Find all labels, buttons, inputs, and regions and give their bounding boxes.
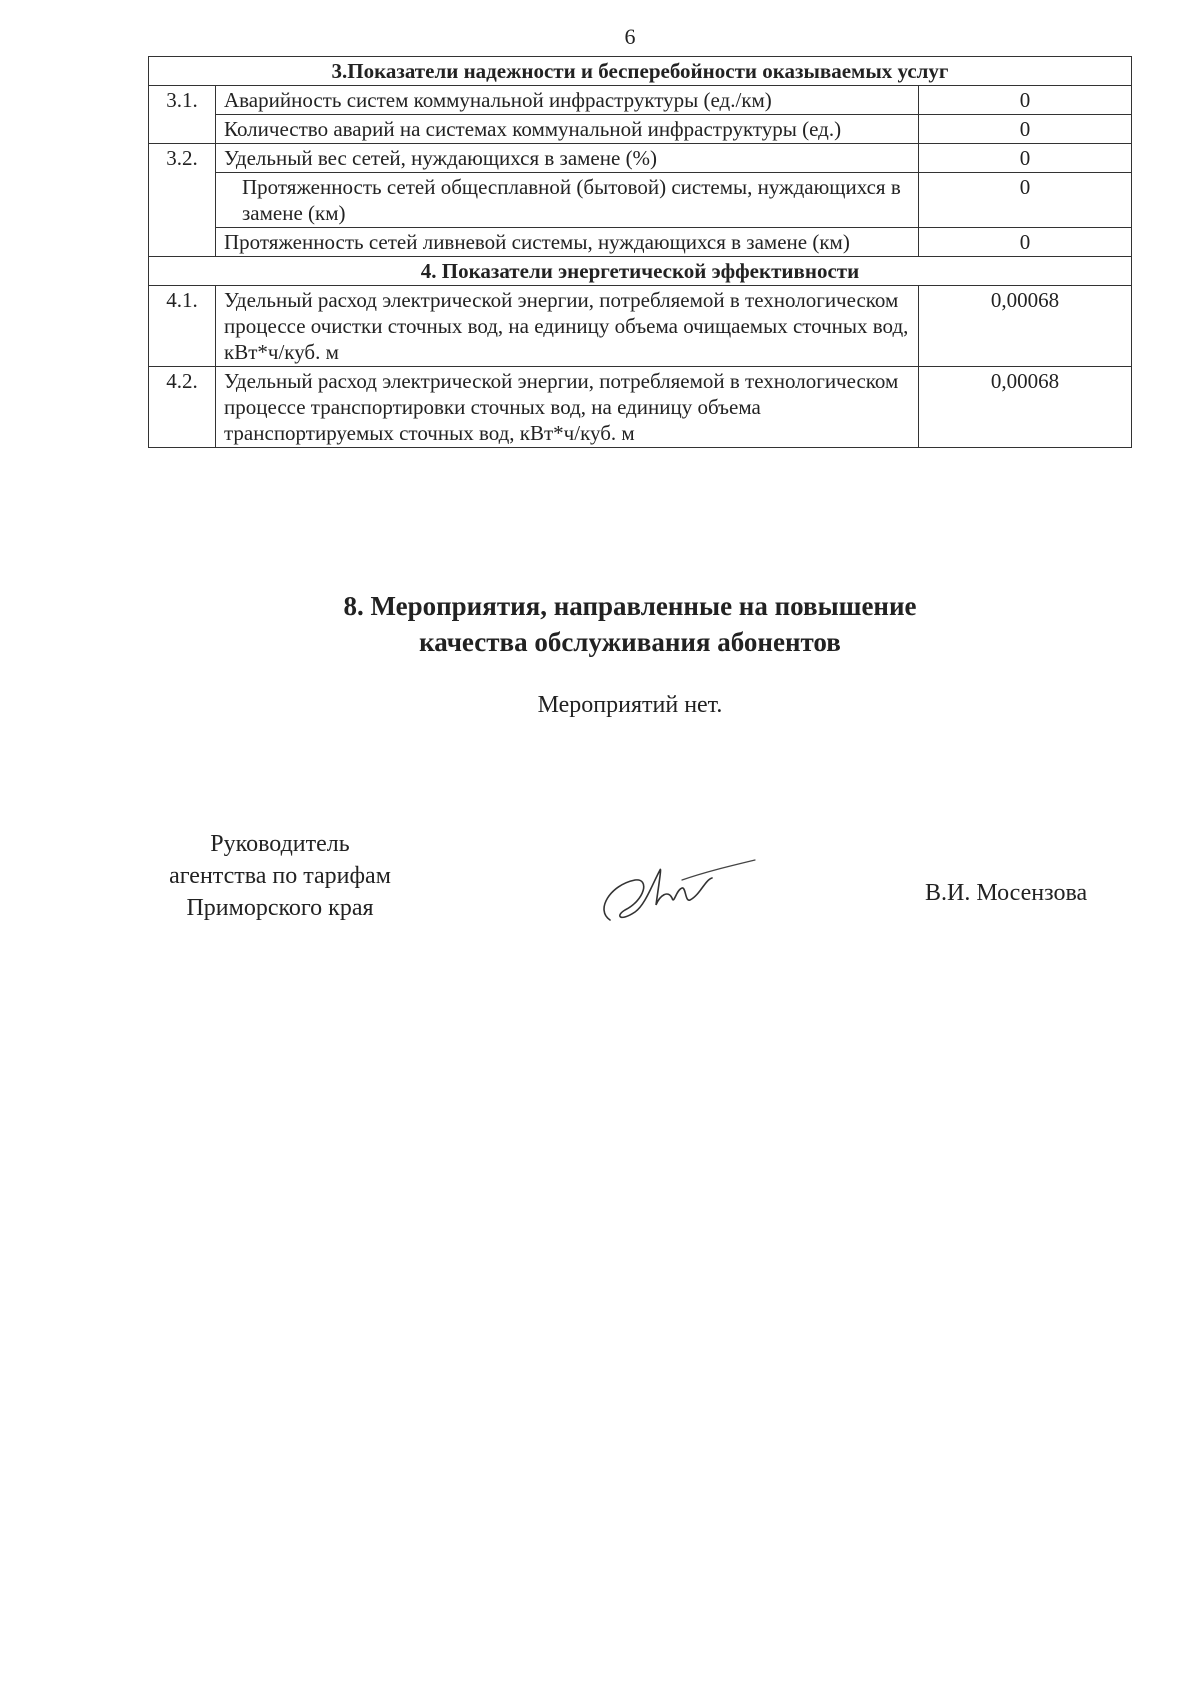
indicator-value: 0,00068 — [919, 367, 1132, 448]
section-4-title: 4. Показатели энергетической эффективности — [149, 257, 1132, 286]
indicator-description: Количество аварий на системах коммунальной инфраструктуры (ед.) — [216, 115, 919, 144]
signer-position-line-3: Приморского края — [186, 895, 374, 921]
indicator-description: Удельный вес сетей, нуждающихся в замене (%) — [216, 144, 919, 173]
section-3-header-row — [149, 57, 1132, 86]
table-row — [149, 367, 1132, 448]
indicator-description: Удельный расход электрической энергии, потребляемой в технологическом процессе транспортировки сточных вод, на единицу объема транспортируемых сточных вод, кВт*ч/куб. м — [216, 367, 919, 448]
indicator-description: Аварийность систем коммунальной инфраструктуры (ед./км) — [216, 86, 919, 115]
table-row — [149, 86, 1132, 115]
table-row — [149, 144, 1132, 173]
row-number: 4.2. — [149, 367, 216, 448]
table-row — [149, 173, 1132, 228]
indicator-description: Протяженность сетей общесплавной (бытовой) системы, нуждающихся в замене (км) — [216, 173, 919, 228]
table-row — [149, 228, 1132, 257]
section-8-title-line-1: 8. Мероприятия, направленные на повышение — [343, 591, 917, 621]
indicator-value: 0,00068 — [919, 286, 1132, 367]
row-number: 3.2. — [149, 144, 216, 257]
handwritten-signature — [590, 850, 760, 930]
section-4-header-row — [149, 257, 1132, 286]
table-row — [149, 286, 1132, 367]
page-number: 6 — [624, 24, 636, 49]
indicator-value: 0 — [919, 115, 1132, 144]
section-8-text: Мероприятий нет. — [537, 692, 723, 718]
indicator-description: Удельный расход электрической энергии, потребляемой в технологическом процессе очистки сточных вод, на единицу объема очищаемых сточных вод, кВт*ч/куб. м — [216, 286, 919, 367]
row-number: 3.1. — [149, 86, 216, 144]
indicator-value: 0 — [919, 173, 1132, 228]
indicators-table — [148, 56, 1132, 448]
indicator-value: 0 — [919, 144, 1132, 173]
section-3-title: 3.Показатели надежности и бесперебойности оказываемых услуг — [149, 57, 1132, 86]
indicator-value: 0 — [919, 228, 1132, 257]
row-number: 4.1. — [149, 286, 216, 367]
section-8-title-line-2: качества обслуживания абонентов — [419, 627, 841, 657]
signer-position-line-2: агентства по тарифам — [169, 863, 391, 889]
section-8-title — [0, 588, 1200, 660]
indicator-description: Протяженность сетей ливневой системы, нуждающихся в замене (км) — [216, 228, 919, 257]
table-row — [149, 115, 1132, 144]
signer-position-line-1: Руководитель — [210, 831, 350, 857]
indicator-value: 0 — [919, 86, 1132, 115]
signer-name: В.И. Мосензова — [925, 880, 1088, 906]
signer-position — [120, 828, 440, 924]
